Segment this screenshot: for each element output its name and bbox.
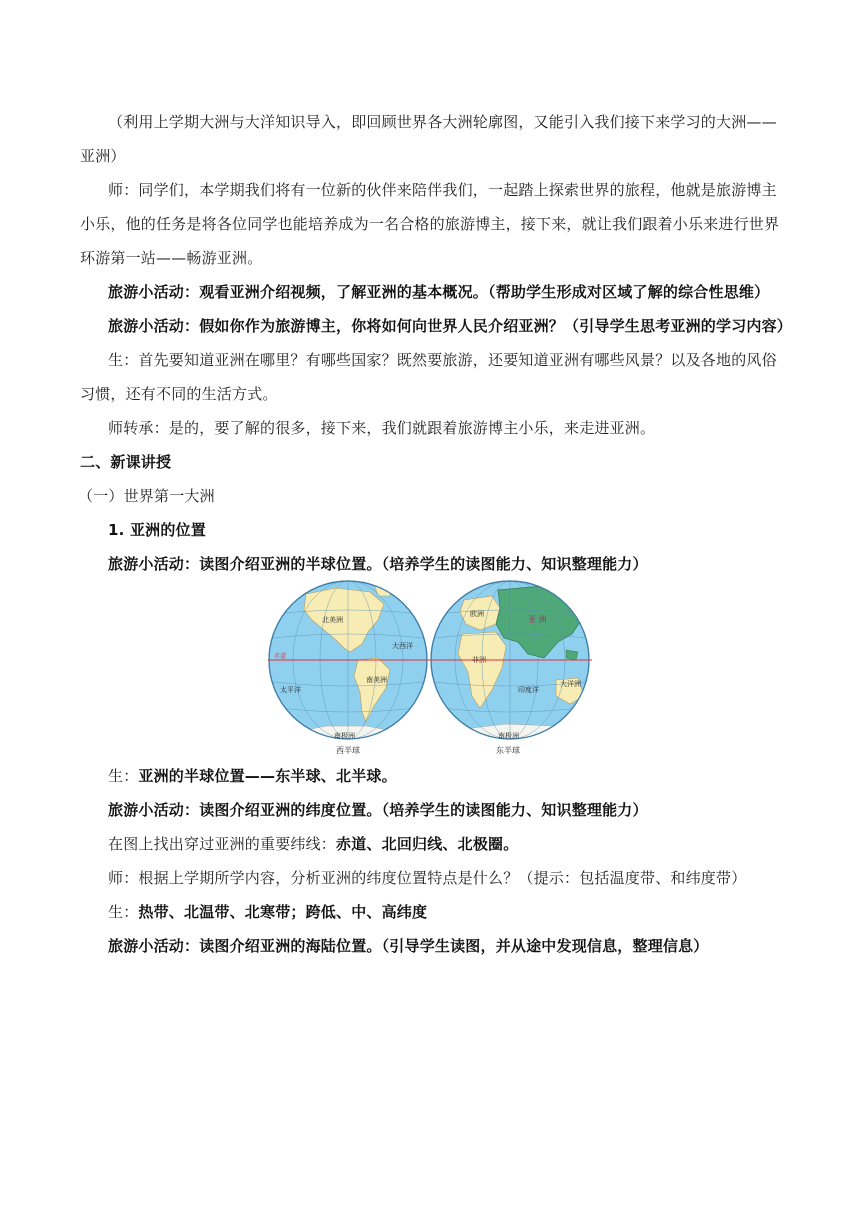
label-antarctica-east: 南极洲 bbox=[498, 732, 519, 740]
label-africa: 非洲 bbox=[472, 656, 486, 664]
paragraph-intro-note-cont: 亚洲） bbox=[80, 147, 126, 165]
hemisphere-answer: 亚洲的半球位置——东半球、北半球。 bbox=[138, 767, 397, 785]
eastern-hemisphere bbox=[431, 581, 589, 750]
paragraph-intro-note: （利用上学期大洲与大洋知识导入，即回顾世界各大洲轮廓图，又能引入我们接下来学习的大洲—— bbox=[108, 113, 777, 131]
label-oceania: 大洋洲 bbox=[560, 680, 581, 688]
paragraph-student-answer-cont: 习惯，还有不同的生活方式。 bbox=[80, 385, 278, 403]
label-antarctica-west: 南极洲 bbox=[334, 732, 355, 740]
paragraph-latitude-lines bbox=[108, 834, 518, 854]
label-pacific-ocean: 太平洋 bbox=[280, 686, 301, 694]
caption-eastern-hemisphere: 东半球 bbox=[496, 746, 520, 755]
paragraph-student-latitude bbox=[108, 902, 427, 922]
activity-video: 旅游小活动：观看亚洲介绍视频，了解亚洲的基本概况。（帮助学生形成对区域了解的综合性思维） bbox=[108, 283, 770, 301]
activity-latitude: 旅游小活动：读图介绍亚洲的纬度位置。（培养学生的读图能力、知识整理能力） bbox=[108, 801, 648, 819]
topic-heading-asia-location: 1. 亚洲的位置 bbox=[108, 521, 206, 539]
activity-hemisphere: 旅游小活动：读图介绍亚洲的半球位置。（培养学生的读图能力、知识整理能力） bbox=[108, 555, 648, 573]
label-indian-ocean: 印度洋 bbox=[518, 686, 539, 694]
paragraph-teacher-intro-cont2: 环游第一站——畅游亚洲。 bbox=[80, 249, 263, 267]
section-heading-new-lesson: 二、新课讲授 bbox=[80, 453, 172, 471]
latitude-answer: 赤道、北回归线、北极圈。 bbox=[336, 835, 519, 853]
speaker-prefix: 生： bbox=[108, 903, 139, 921]
paragraph-teacher-transition: 师转承：是的，要了解的很多，接下来，我们就跟着旅游博主小乐，来走进亚洲。 bbox=[108, 419, 656, 437]
paragraph-teacher-intro-cont1: 小乐，他的任务是将各位同学也能培养成为一名合格的旅游博主，接下来，就让我们跟着小乐来进行世界 bbox=[80, 215, 780, 233]
hemispheres-map bbox=[266, 580, 594, 758]
label-asia: 亚 洲 bbox=[528, 615, 547, 624]
caption-western-hemisphere: 西半球 bbox=[336, 746, 360, 755]
activity-sea-land: 旅游小活动：读图介绍亚洲的海陆位置。（引导学生读图，并从途中发现信息，整理信息） bbox=[108, 937, 709, 955]
activity-blogger: 旅游小活动：假如你作为旅游博主，你将如何向世界人民介绍亚洲？（引导学生思考亚洲的学习内容） bbox=[108, 317, 793, 335]
paragraph-teacher-intro: 师：同学们，本学期我们将有一位新的伙伴来陪伴我们，一起踏上探索世界的旅程，他就是旅游博主 bbox=[108, 181, 777, 199]
label-equator: 赤道 bbox=[274, 653, 287, 660]
paragraph-student-answer: 生：首先要知道亚洲在哪里？有哪些国家？既然要旅游，还要知道亚洲有哪些风景？以及各地的风俗 bbox=[108, 351, 777, 369]
western-hemisphere bbox=[269, 581, 427, 750]
subsection-heading-largest-continent: （一）世界第一大洲 bbox=[78, 487, 215, 505]
label-atlantic-ocean: 大西洋 bbox=[392, 642, 413, 650]
hemispheres-map-figure bbox=[266, 580, 594, 758]
speaker-prefix: 生： bbox=[108, 767, 139, 785]
latitude-prompt: 在图上找出穿过亚洲的重要纬线： bbox=[108, 835, 337, 853]
latitude-zones-answer: 热带、北温带、北寒带；跨低、中、高纬度 bbox=[138, 903, 428, 921]
paragraph-student-hemisphere bbox=[108, 766, 397, 786]
label-north-america: 北美洲 bbox=[322, 616, 343, 624]
paragraph-teacher-question: 师：根据上学期所学内容，分析亚洲的纬度位置特点是什么？（提示：包括温度带、和纬度带） bbox=[108, 869, 747, 887]
label-south-america: 南美洲 bbox=[366, 676, 387, 684]
label-europe: 欧洲 bbox=[470, 610, 484, 618]
